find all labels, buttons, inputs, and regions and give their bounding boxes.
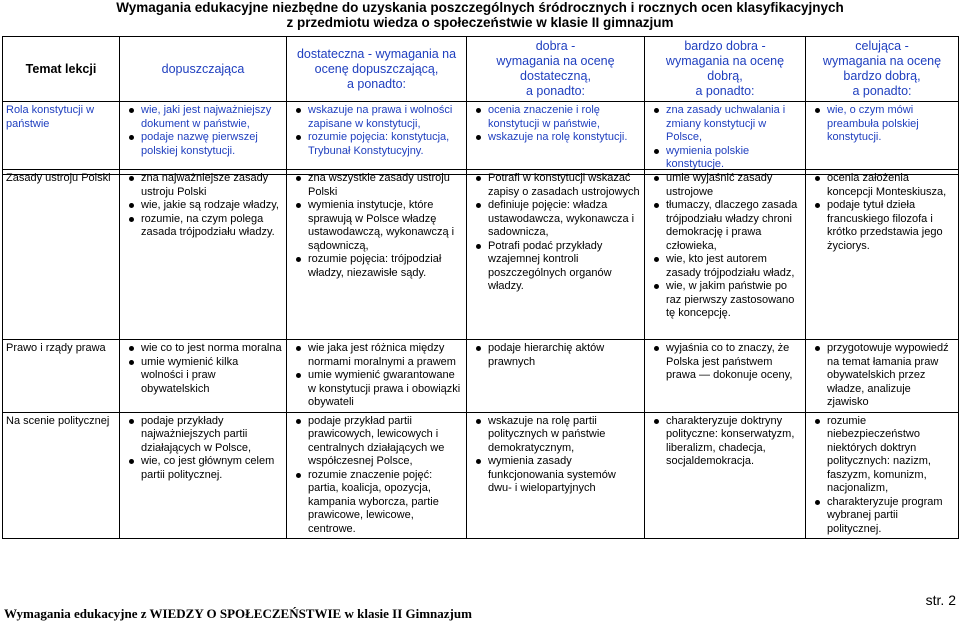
cell-grade-3 [287,102,467,175]
list-item: wie co to jest norma moralna [141,342,282,354]
list-item: zna najważniejsze zasady ustroju Polski [141,172,283,199]
cell-grade-4 [467,412,645,539]
list-item: definiuje pojęcie: władza ustawodawcza, wykonawcza i sadownicza, [488,199,641,240]
list-item: wie, o czym mówi preambuła polskiej konstytucji. [827,104,955,145]
document-title [0,0,960,30]
cell-grade-5 [645,340,806,413]
list-item: wie, jakie są rodzaje władzy, [141,199,283,213]
list-item: podaje przykłady najważniejszych partii działających w Polsce, [141,415,283,456]
cell-grade-6 [806,340,959,413]
list-item: Potrafi podać przykłady wzajemnej kontroli poszczególnych organów władzy. [488,240,641,294]
list-item: charakteryzuje program wybranej partii politycznej. [827,496,955,537]
list-item: umie wymienić gwarantowane w konstytucji prawa i obowiązki obywateli [308,369,463,410]
list-item: wskazuje na rolę konstytucji. [488,131,641,145]
list-item: rozumie niebezpieczeństwo niektórych doktryn politycznych: nazizm, faszyzm, komunizm, nacjonalizm, [827,415,955,496]
cell-grade-6 [806,102,959,175]
cell-grade-3 [287,340,467,413]
header-grade-5: bardzo dobra - wymagania na ocenę dobrą, a ponadto: [645,37,806,102]
list-item: podaje przykład partii prawicowych, lewicowych i centralnych działających we współczesnej Polsce, [308,415,463,469]
table-row [3,340,959,413]
list-item: wymienia polskie konstytucje. [666,145,802,172]
header-topic: Temat lekcji [3,37,120,102]
title-line-1: Wymagania edukacyjne niezbędne do uzyskania poszczególnych śródrocznych i rocznych ocen klasyfikacyjnych [116,0,844,15]
table-row [3,170,959,340]
list-item: rozumie, na czym polega zasada trójpodziału władzy. [141,213,283,240]
page-number: str. 2 [925,592,956,608]
list-item: wie, kto jest autorem zasady trójpodziału władz, [666,253,802,280]
list-item: wie, jaki jest najważniejszy dokument w państwie, [141,104,283,131]
list-item: wyjaśnia co to znaczy, że Polska jest państwem prawa — dokonuje oceny, [666,342,802,383]
cell-grade-2 [120,170,287,340]
list-item: zna wszystkie zasady ustroju Polski [308,172,463,199]
cell-grade-6 [806,412,959,539]
cell-grade-5 [645,412,806,539]
page-footer: Wymagania edukacyjne z WIEDZY O SPOŁECZEŃSTWIE w klasie II Gimnazjum [4,606,472,621]
list-item: podaje hierarchię aktów prawnych [488,342,641,369]
cell-grade-3 [287,412,467,539]
row-topic: Na scenie politycznej [3,412,120,539]
cell-grade-5 [645,102,806,175]
table-row [3,412,959,539]
header-grade-3: dostateczna - wymagania na ocenę dopuszczającą, a ponadto: [287,37,467,102]
row-topic: Prawo i rządy prawa [3,340,120,413]
header-row [3,37,959,102]
list-item: umie wymienić kilka wolności i praw obywatelskich [141,356,283,397]
list-item: wskazuje na rolę partii politycznych w państwie demokratycznym, [488,415,641,456]
header-grade-4: dobra - wymagania na ocenę dostateczną, a ponadto: [467,37,645,102]
row-topic: Rola konstytucji w państwie [3,102,120,175]
list-item: podaje tytuł dzieła francuskiego filozofa i krótko przedstawia jego życiorys. [827,199,955,253]
header-grade-6: celująca - wymagania na ocenę bardzo dobrą, a ponadto: [806,37,959,102]
list-item: rozumie pojęcia: konstytucja, Trybunał Konstytucyjny. [308,131,463,158]
list-item: umie wyjaśnić zasady ustrojowe [666,172,802,199]
list-item: przygotowuje wypowiedź na temat łamania praw obywatelskich przez władze, analizuje zjawisko [827,342,955,410]
cell-grade-2 [120,102,287,175]
list-item: podaje nazwę pierwszej polskiej konstytucji. [141,131,283,158]
table-row [3,102,959,175]
list-item: wymienia zasady funkcjonowania systemów dwu- i wielopartyjnych [488,455,641,496]
list-item: zna zasady uchwalania i zmiany konstytucji w Polsce, [666,104,802,145]
requirements-table-bottom [2,169,959,539]
title-line-2: z przedmiotu wiedza o społeczeństwie w klasie II gimnazjum [286,15,674,30]
requirements-table-top [2,36,959,175]
list-item: wie, w jakim państwie po raz pierwszy zastosowano tę koncepcję. [666,280,802,321]
cell-grade-2 [120,412,287,539]
row-topic: Zasady ustroju Polski [3,170,120,340]
list-item: wie, co jest głównym celem partii politycznej. [141,455,283,482]
cell-grade-2 [120,340,287,413]
list-item: wie jaka jest różnica między normami moralnymi a prawem [308,342,463,369]
list-item: ocenia znaczenie i rolę konstytucji w państwie, [488,104,641,131]
cell-grade-4 [467,340,645,413]
list-item: wskazuje na prawa i wolności zapisane w konstytucji, [308,104,463,131]
list-item: ocenia założenia koncepcji Monteskiusza, [827,172,955,199]
list-item: Potrafi w konstytucji wskazać zapisy o zasadach ustrojowych [488,172,640,198]
list-item: charakteryzuje doktryny polityczne: konserwatyzm, liberalizm, chadecja, socjaldemokracja. [666,415,802,469]
cell-grade-5 [645,170,806,340]
list-item: tłumaczy, dlaczego zasada trójpodziału władzy chroni demokrację i prawa człowieka, [666,199,802,253]
cell-grade-3 [287,170,467,340]
list-item: rozumie pojęcia: trójpodział władzy, niezawisłe sądy. [308,253,463,280]
cell-grade-4 [467,102,645,175]
list-item: wymienia instytucje, które sprawują w Polsce władzę ustawodawczą, wykonawczą i sądowniczą, [308,199,463,253]
cell-grade-6 [806,170,959,340]
list-item: rozumie znaczenie pojęć: partia, koalicja, opozycja, kampania wyborcza, partie prawicowe, lewicowe, centrowe. [308,469,463,537]
header-grade-2: dopuszczająca [120,37,287,102]
cell-grade-4 [467,170,645,340]
